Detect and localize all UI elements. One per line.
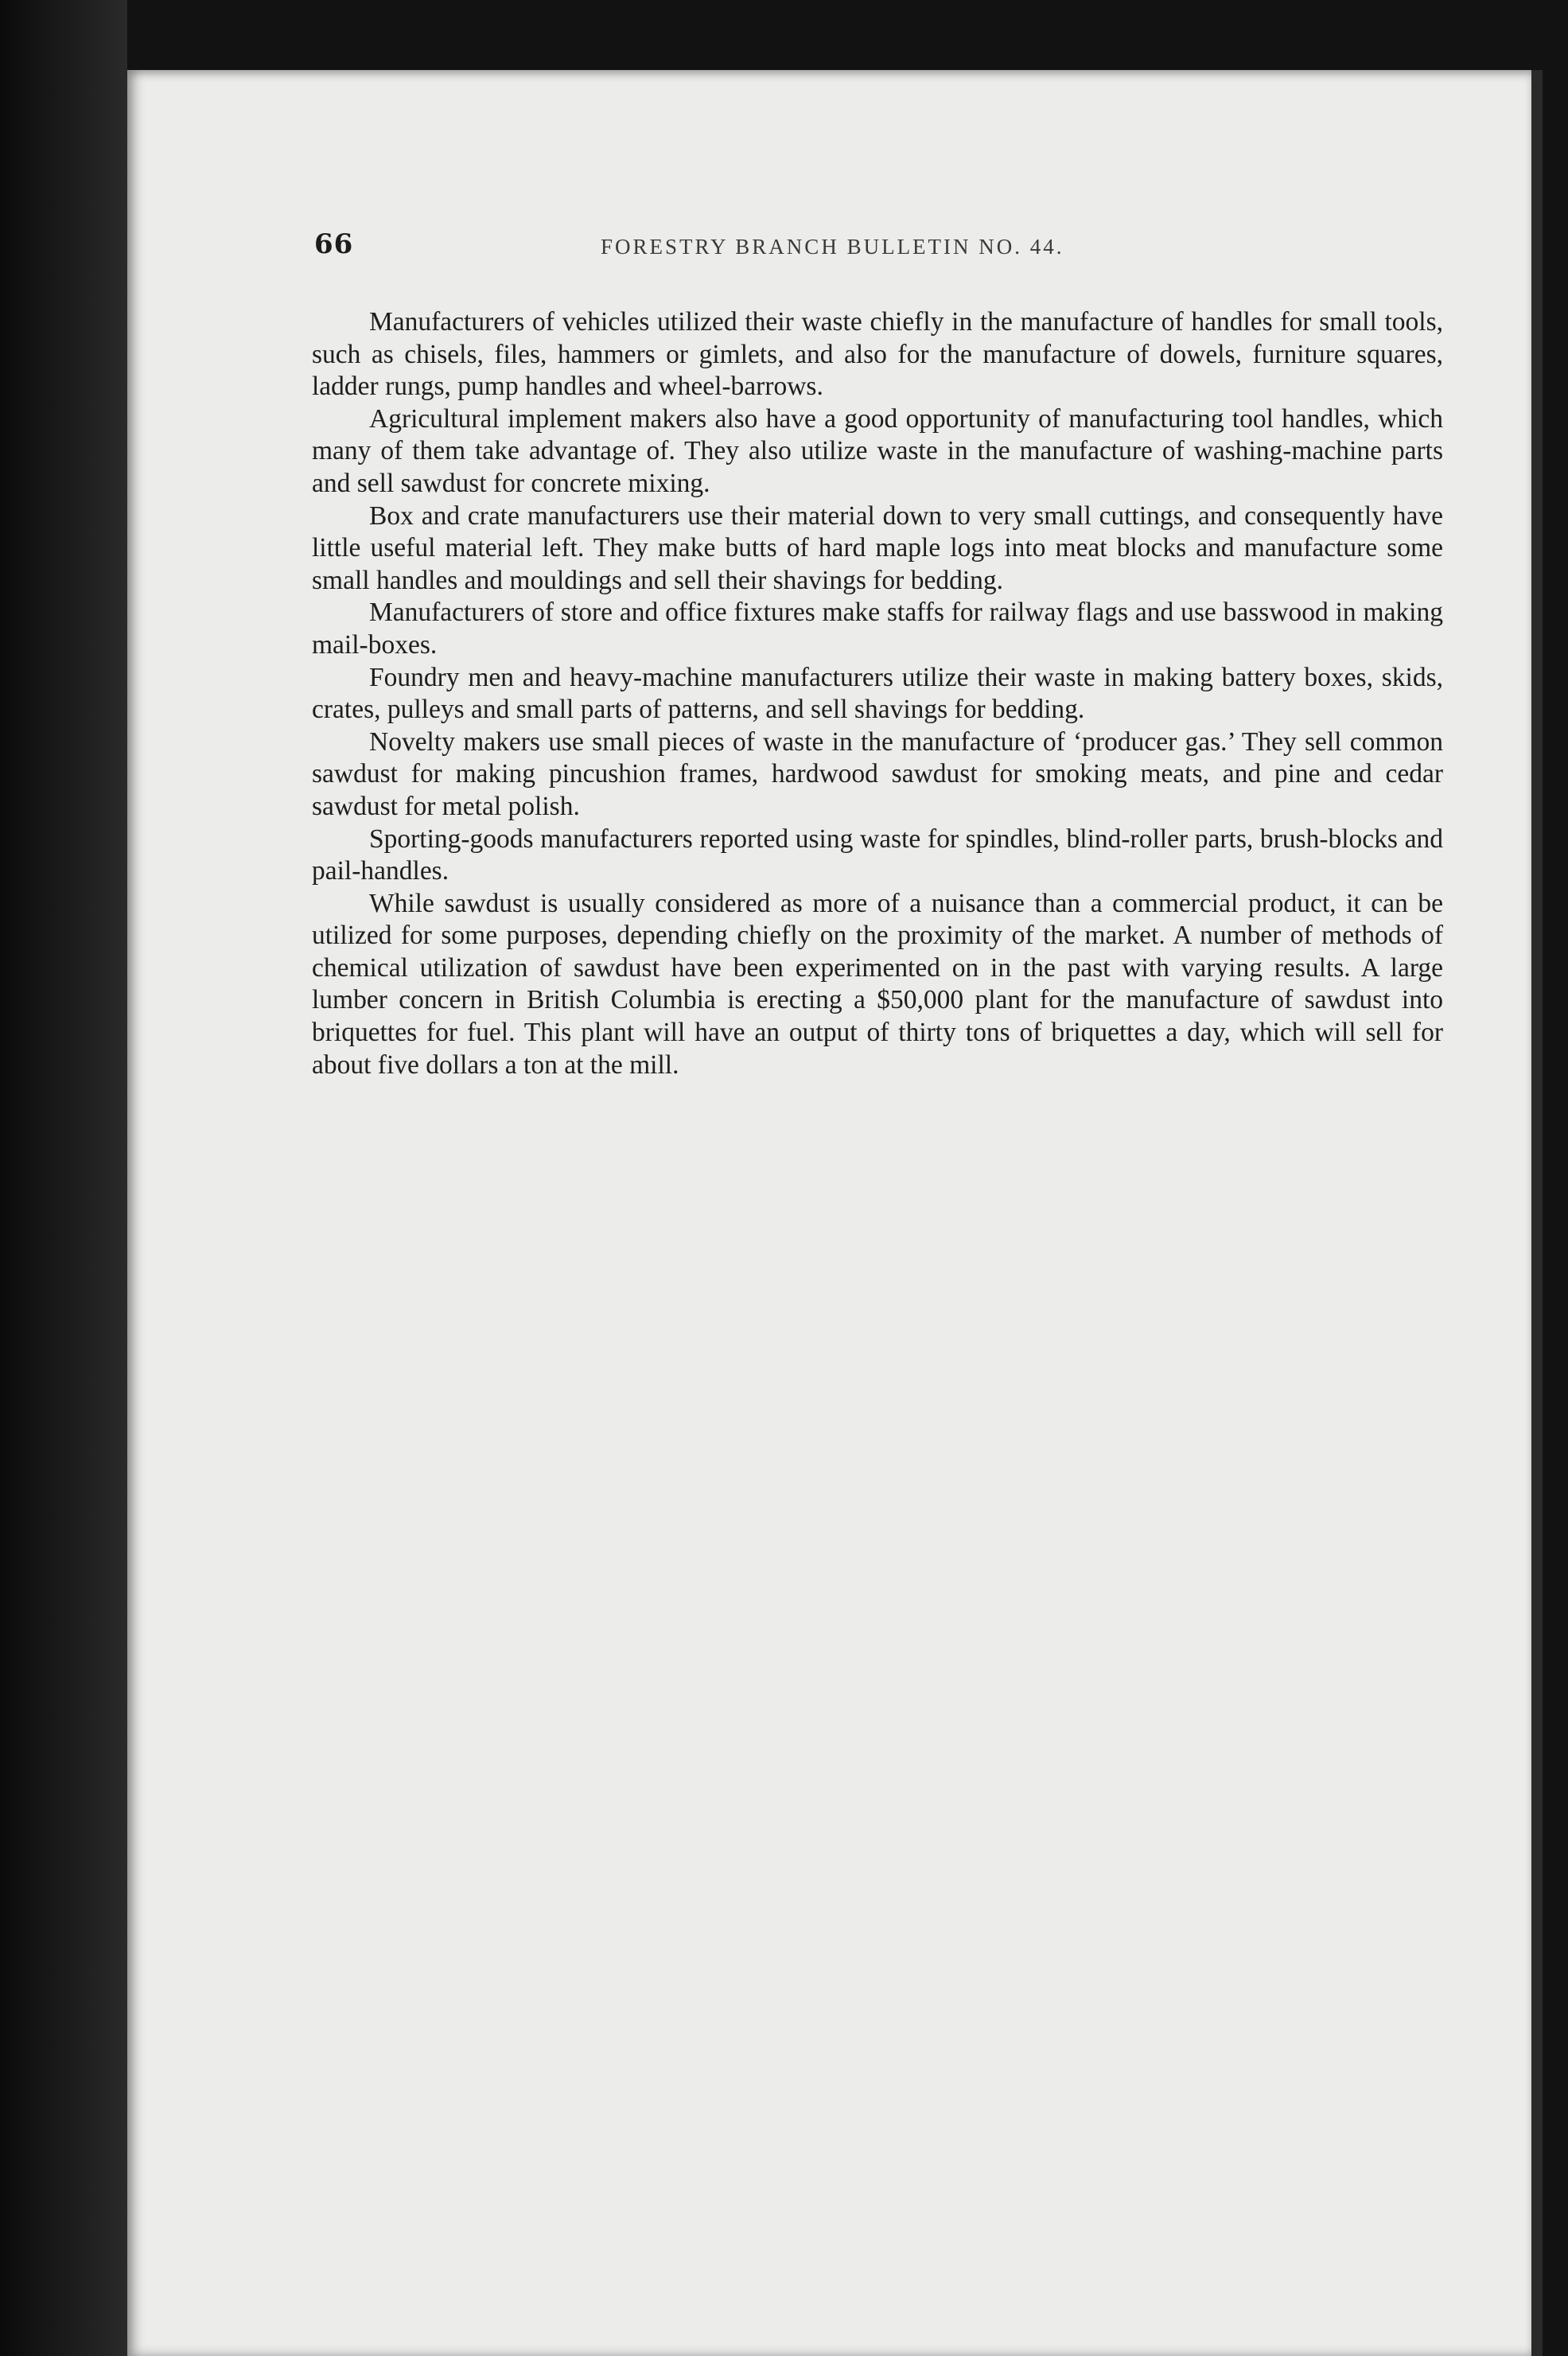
body-text — [312, 306, 1443, 1081]
paragraph-sawdust: While sawdust is usually considered as more of a nuisance than a commercial product, it can be utilized for some purposes, depending chiefly on the proximity of the market. A number of methods of chemical utilization of sawdust have been experimented on in the past with varying results. A large lumber concern in British Columbia is erecting a $50,000 plant for the manufacture of sawdust into briquettes for fuel. This plant will have an output of thirty tons of briquettes a day, which will sell for about five dollars a ton at the mill. — [312, 888, 1443, 1080]
paragraph-box-crate: Box and crate manufacturers use their material down to very small cuttings, and consequently have little useful material left. They make butts of hard maple logs into meat blocks and manufacture some small handles and mouldings and sell their shavings for bedding. — [312, 500, 1443, 595]
paragraph-foundry: Foundry men and heavy-machine manufacturers utilize their waste in making battery boxes, skids, crates, pulleys and small parts of patterns, and sell shavings for bedding. — [312, 662, 1443, 725]
paragraph-fixtures: Manufacturers of store and office fixtures make staffs for railway flags and use basswood in making mail-boxes. — [312, 598, 1443, 660]
page-number: 66 — [314, 228, 354, 260]
paragraph-novelty: Novelty makers use small pieces of waste in the manufacture of ‘producer gas.’ They sell common sawdust for making pincushion frames, hardwood sawdust for smoking meats, and pine and cedar sawdust for metal polish. — [312, 726, 1443, 821]
paragraph-sporting-goods: Sporting-goods manufacturers reported using waste for spindles, blind-roller parts, brush-blocks and pail-handles. — [312, 824, 1443, 886]
paragraph-vehicles: Manufacturers of vehicles utilized their waste chiefly in the manufacture of handles for small tools, such as chisels, files, hammers or gimlets, and also for the manufacture of dowels, furniture squares, ladder rungs, pump handles and wheel-barrows. — [312, 307, 1443, 402]
page-edge-shadow — [1531, 70, 1543, 2356]
paragraph-agricultural: Agricultural implement makers also have a good opportunity of manufacturing tool handles, which many of them take advantage of. They also utilize waste in the manufacture of washing-machine parts and sell sawdust for concrete mixing. — [312, 403, 1443, 498]
scanner-background — [0, 0, 127, 2356]
running-head: FORESTRY BRANCH BULLETIN NO. 44. — [601, 235, 1064, 259]
